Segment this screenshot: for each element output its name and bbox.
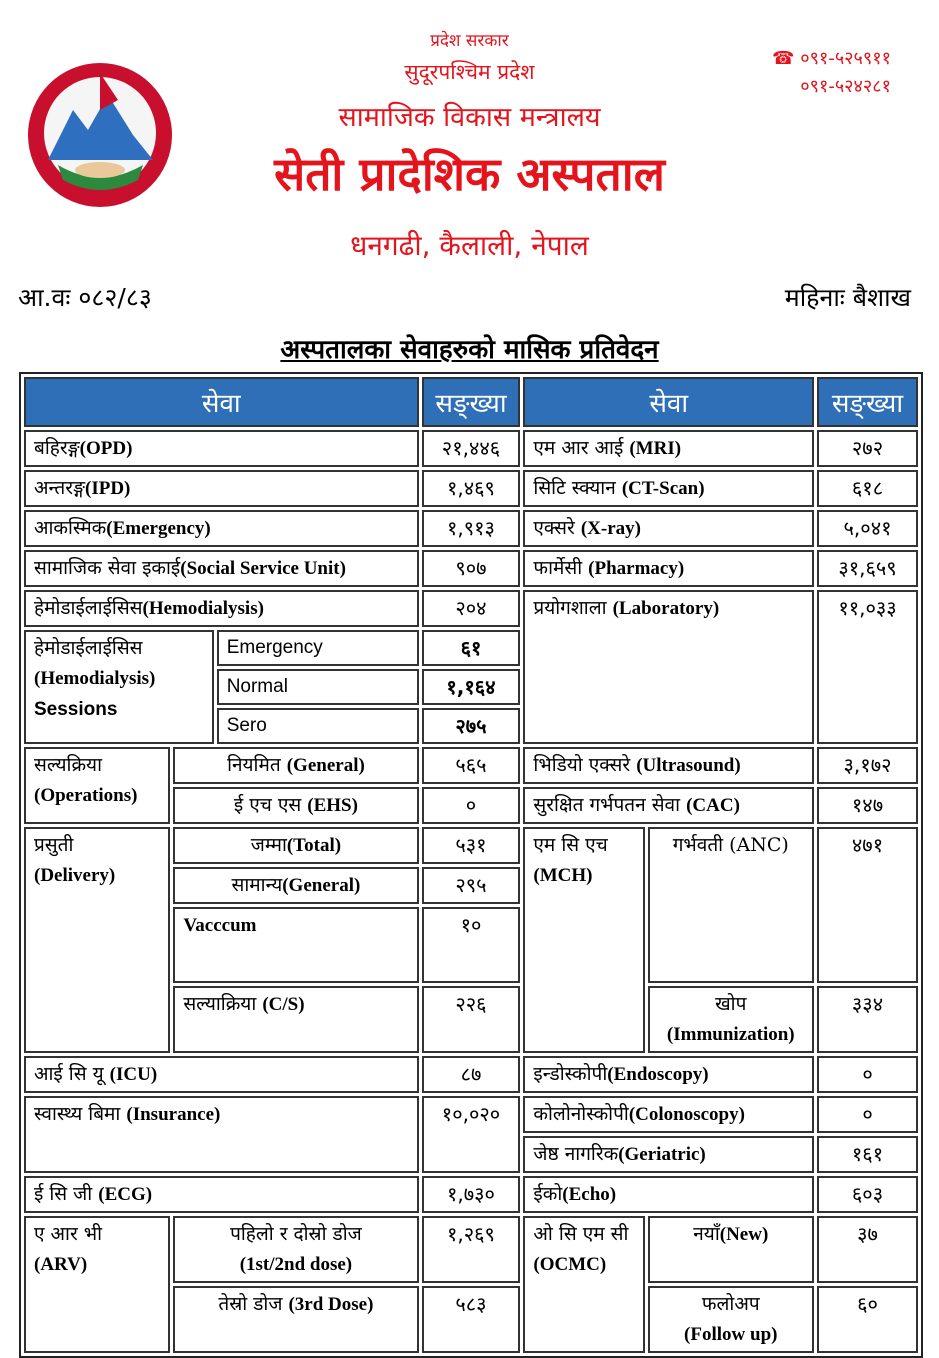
phone-1: ☎ ०९१-५२५९११: [772, 48, 891, 69]
header-count-right: सङ्ख्या: [817, 377, 918, 427]
echo-label: ईको(Echo): [523, 1176, 814, 1213]
endoscopy-value: ०: [817, 1056, 918, 1093]
social-service-label: सामाजिक सेवा इकाई(Social Service Unit): [24, 550, 419, 587]
table-row: [24, 1056, 918, 1093]
ocmc-label: ओ सि एम सी (OCMC): [523, 1216, 644, 1353]
table-row: [24, 470, 918, 507]
operations-label: सल्यक्रिया (Operations): [24, 747, 170, 824]
delivery-general-label: सामान्य(General): [173, 867, 418, 904]
header-count-left: सङ्ख्या: [422, 377, 521, 427]
arv-label: ए आर भी (ARV): [24, 1216, 170, 1353]
xray-value: ५,०४१: [817, 510, 918, 547]
arv-dose3-value: ५८३: [422, 1286, 521, 1353]
delivery-label: प्रसुती (Delivery): [24, 827, 170, 1053]
hemo-sero-value: २७५: [422, 708, 521, 744]
geriatric-value: १६१: [817, 1136, 918, 1173]
operations-general-value: ५६५: [422, 747, 521, 784]
ultrasound-label: भिडियो एक्सरे (Ultrasound): [523, 747, 814, 784]
icu-value: ८७: [422, 1056, 521, 1093]
ecg-value: १,७३०: [422, 1176, 521, 1213]
phone-numbers: [772, 45, 891, 101]
ultrasound-value: ३,१७२: [817, 747, 918, 784]
ct-value: ६१८: [817, 470, 918, 507]
echo-value: ६०३: [817, 1176, 918, 1213]
emergency-value: १,९१३: [422, 510, 521, 547]
ct-label: सिटि स्क्यान (CT-Scan): [523, 470, 814, 507]
ocmc-follow-label: फलोअप (Follow up): [648, 1286, 815, 1353]
arv-dose12-label: पहिलो र दोस्रो डोज (1st/2nd dose): [173, 1216, 418, 1283]
monthly-report-table: [19, 372, 923, 1358]
ocmc-follow-value: ६०: [817, 1286, 918, 1353]
pharmacy-value: ३१,६५९: [817, 550, 918, 587]
hemo-normal-value: १,१६४: [422, 669, 521, 705]
mri-label: एम आर आई (MRI): [523, 430, 814, 467]
mri-value: २७२: [817, 430, 918, 467]
table-row: [24, 510, 918, 547]
hospital-name: सेती प्रादेशिक अस्पताल: [274, 147, 665, 201]
hemo-sero-label: Sero: [217, 708, 419, 744]
table-row: [24, 747, 918, 784]
delivery-total-label: जम्मा(Total): [173, 827, 418, 864]
hospital-location: धनगढी, कैलाली, नेपाल: [350, 229, 589, 262]
delivery-cs-label: सल्याक्रिया (C/S): [173, 986, 418, 1053]
report-title: [0, 330, 939, 366]
arv-dose3-label: तेस्रो डोज (3rd Dose): [173, 1286, 418, 1353]
table-row: [24, 550, 918, 587]
delivery-vaccum-label: Vacccum: [173, 907, 418, 983]
social-service-value: ९०७: [422, 550, 521, 587]
geriatric-label: जेष्ठ नागरिक(Geriatric): [523, 1136, 814, 1173]
phone-2: ०९१-५२४२८१: [800, 76, 891, 97]
mch-label: एम सि एच (MCH): [523, 827, 644, 1053]
opd-value: २१,४४६: [422, 430, 521, 467]
icu-label: आई सि यू (ICU): [24, 1056, 419, 1093]
anc-label: गर्भवती (ANC): [648, 827, 815, 983]
table-row: [24, 1176, 918, 1213]
immunization-value: ३३४: [817, 986, 918, 1053]
header-line1: प्रदेश सरकार: [430, 31, 509, 51]
ecg-label: ई सि जी (ECG): [24, 1176, 419, 1213]
hemodialysis-value: २०४: [422, 590, 521, 627]
opd-label: बहिरङ्ग(OPD): [24, 430, 419, 467]
laboratory-label: प्रयोगशाला (Laboratory): [523, 590, 814, 744]
header-service-left: सेवा: [24, 377, 419, 427]
xray-label: एक्सरे (X-ray): [523, 510, 814, 547]
insurance-label: स्वास्थ्य बिमा (Insurance): [24, 1096, 419, 1173]
report-month: महिनाः बैशाख: [784, 283, 911, 312]
endoscopy-label: इन्डोस्कोपी(Endoscopy): [523, 1056, 814, 1093]
ministry-name: सामाजिक विकास मन्त्रालय: [338, 102, 601, 133]
fiscal-year: आ.वः ०८२/८३: [18, 283, 152, 312]
operations-ehs-label: ई एच एस (EHS): [173, 787, 418, 824]
immunization-label: खोप (Immunization): [648, 986, 815, 1053]
delivery-vaccum-value: १०: [422, 907, 521, 983]
hemo-sessions-label: हेमोडाईलाईसिस (Hemodialysis) Sessions: [24, 630, 214, 744]
colonoscopy-value: ०: [817, 1096, 918, 1133]
hemo-normal-label: Normal: [217, 669, 419, 705]
table-row: [24, 430, 918, 467]
table-row: [24, 827, 918, 864]
delivery-total-value: ५३१: [422, 827, 521, 864]
insurance-value: १०,०२०: [422, 1096, 521, 1173]
table-header-row: [24, 377, 918, 427]
emergency-label: आकस्मिक(Emergency): [24, 510, 419, 547]
operations-ehs-value: ०: [422, 787, 521, 824]
cac-label: सुरक्षित गर्भपतन सेवा (CAC): [523, 787, 814, 824]
report-title-text: अस्पतालका सेवाहरुको मासिक प्रतिवेदन: [280, 335, 659, 365]
header-service-right: सेवा: [523, 377, 814, 427]
laboratory-value: ११,०३३: [817, 590, 918, 744]
colonoscopy-label: कोलोनोस्कोपी(Colonoscopy): [523, 1096, 814, 1133]
anc-value: ४७१: [817, 827, 918, 983]
ipd-label: अन्तरङ्ग(IPD): [24, 470, 419, 507]
arv-dose12-value: १,२६९: [422, 1216, 521, 1283]
ipd-value: १,४६९: [422, 470, 521, 507]
table-row: [24, 1216, 918, 1283]
hemodialysis-label: हेमोडाईलाईसिस(Hemodialysis): [24, 590, 419, 627]
operations-general-label: नियमित (General): [173, 747, 418, 784]
ocmc-new-value: ३७: [817, 1216, 918, 1283]
delivery-general-value: २९५: [422, 867, 521, 904]
header-line2: सुदूरपश्चिम प्रदेश: [404, 60, 535, 84]
table-row: [24, 1096, 918, 1133]
ocmc-new-label: नयाँ(New): [648, 1216, 815, 1283]
hemo-emergency-value: ६१: [422, 630, 521, 666]
cac-value: १४७: [817, 787, 918, 824]
pharmacy-label: फार्मेसी (Pharmacy): [523, 550, 814, 587]
delivery-cs-value: २२६: [422, 986, 521, 1053]
hemo-emergency-label: Emergency: [217, 630, 419, 666]
table-row: [24, 590, 918, 627]
